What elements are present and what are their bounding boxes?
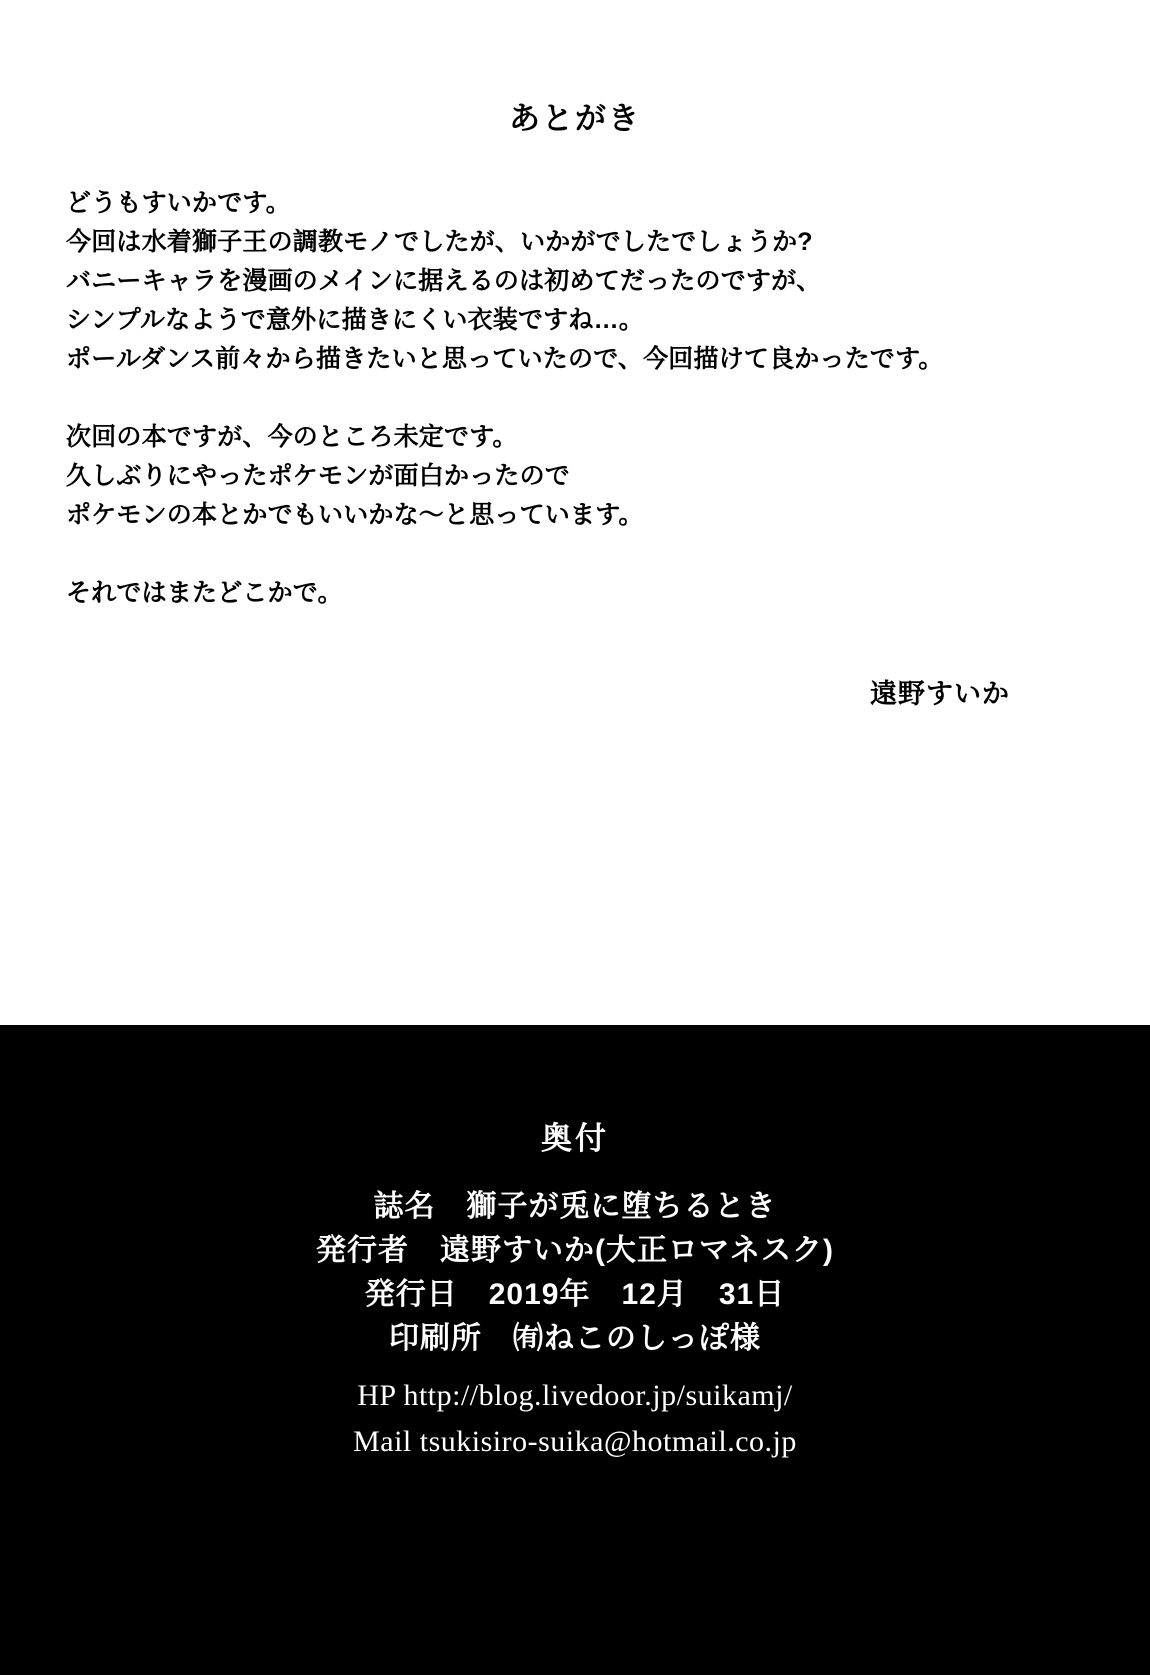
afterword-line: どうもすいかです。 bbox=[66, 189, 291, 217]
afterword-line: ポケモンの本とかでもいいかな～と思っています。 bbox=[66, 501, 644, 529]
afterword-line: 久しぶりにやったポケモンが面白かったので bbox=[66, 462, 571, 490]
afterword-line: シンプルなようで意外に描きにくい衣装ですね…。 bbox=[66, 306, 644, 334]
paragraph-spacer bbox=[66, 379, 1086, 418]
afterword-line: ポールダンス前々から描きたいと思っていたので、今回描けて良かったです。 bbox=[66, 345, 944, 373]
afterword-line: バニーキャラを漫画のメインに据えるのは初めてだったのですが、 bbox=[66, 267, 822, 295]
homepage-url[interactable]: HP http://blog.livedoor.jp/suikamj/ bbox=[357, 1379, 793, 1412]
colophon-contact bbox=[0, 1373, 1150, 1465]
mail-address[interactable]: Mail tsukisiro-suika@hotmail.co.jp bbox=[353, 1425, 797, 1458]
paragraph-spacer bbox=[66, 535, 1086, 574]
afterword-line: 次回の本ですが、今のところ未定です。 bbox=[66, 423, 518, 451]
colophon-line-publisher: 発行者 遠野すいか(大正ロマネスク) bbox=[316, 1234, 834, 1267]
colophon-title: 奥付 bbox=[541, 1120, 609, 1156]
afterword-line: それではまたどこかで。 bbox=[66, 579, 343, 607]
colophon-line-date: 発行日 2019年 12月 31日 bbox=[364, 1278, 786, 1311]
afterword-title: あとがき bbox=[509, 100, 641, 136]
afterword-body bbox=[66, 184, 1086, 613]
colophon-line-title: 誌名 獅子が兎に堕ちるとき bbox=[373, 1190, 777, 1223]
colophon-section bbox=[0, 1025, 1150, 1675]
author-signature: 遠野すいか bbox=[870, 679, 1010, 709]
afterword-line: 今回は水着獅子王の調教モノでしたが、いかがでしたでしょうか? bbox=[66, 228, 813, 256]
colophon-line-printer: 印刷所 ㈲ねこのしっぽ様 bbox=[389, 1322, 761, 1355]
colophon-details bbox=[0, 1185, 1150, 1361]
